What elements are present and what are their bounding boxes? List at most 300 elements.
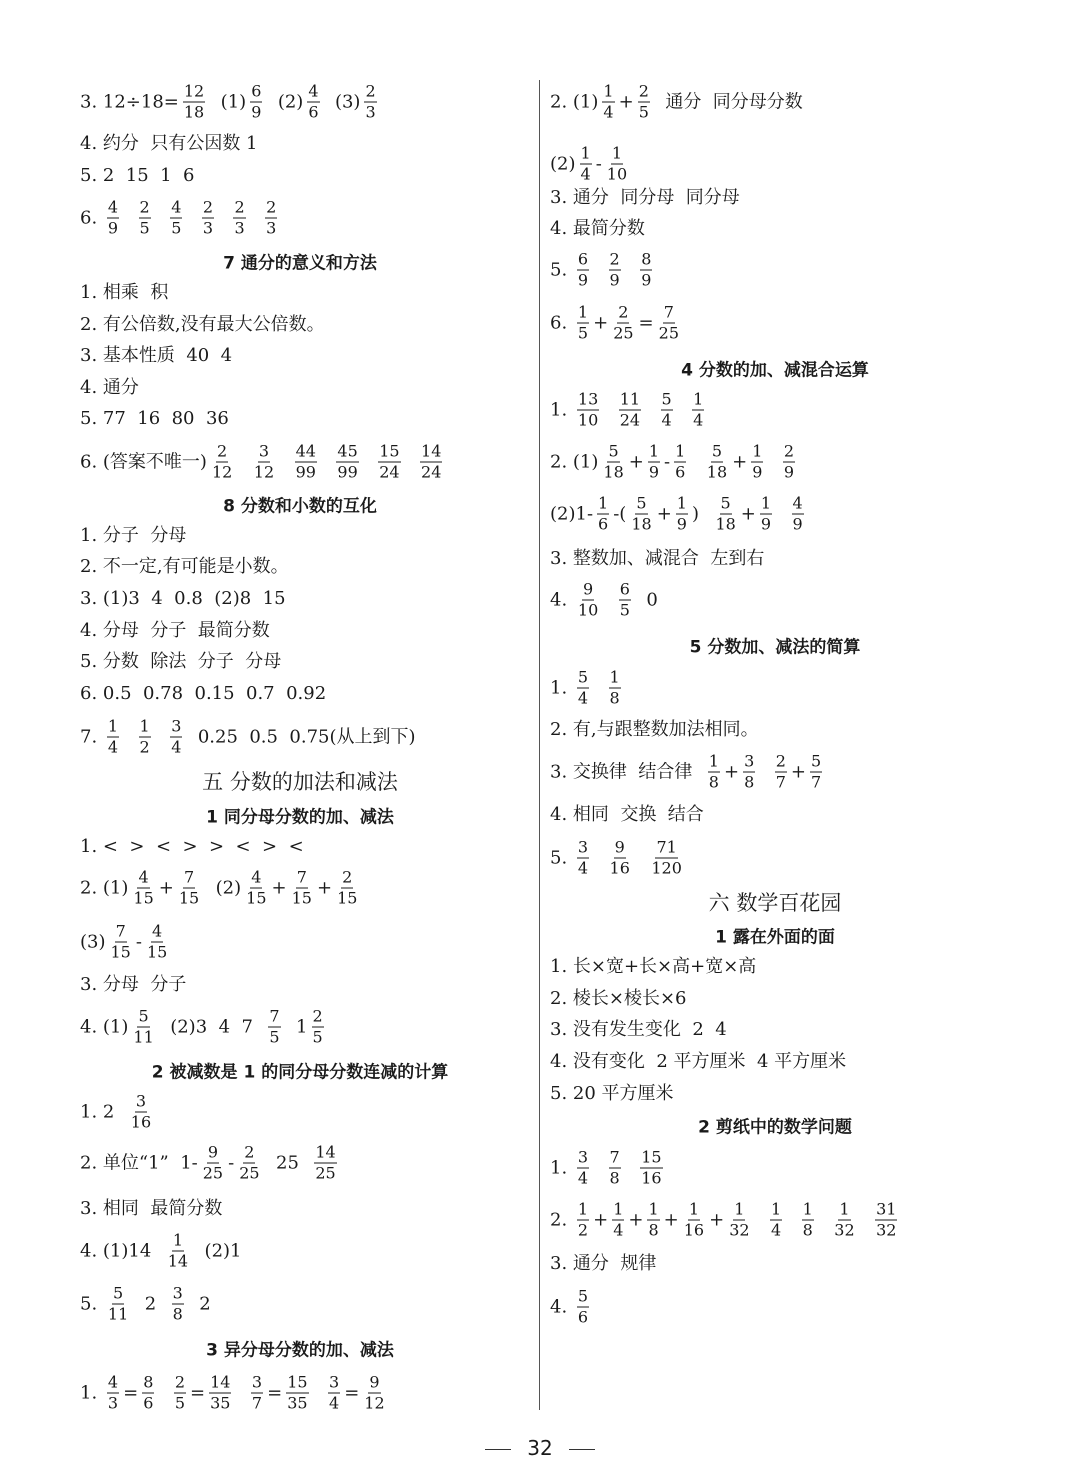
numerator: 2 [365,81,376,101]
text-segment [155,206,166,230]
denominator: 35 [287,1393,308,1413]
denominator: 18 [631,514,652,534]
text-segment: 2. 不一定,有可能是小数。 [80,556,289,577]
text-segment: + [656,503,672,524]
numerator: 44 [295,441,316,461]
answer-7 [80,716,416,757]
fraction [609,1147,621,1188]
answer-3 [80,587,286,611]
denominator: 16 [609,858,630,878]
denominator: 16 [641,1168,662,1188]
denominator: 15 [133,888,154,908]
fraction [638,81,650,122]
text-segment: 3. 通分 同分母 同分母 [550,187,740,208]
fraction [577,837,589,878]
fraction [775,751,787,792]
answer-1 [80,1091,156,1132]
unit-5-heading: 五 分数的加法和减法 [202,770,398,794]
text-segment [313,1381,324,1405]
text-segment: 1. 2 [80,1101,126,1122]
fraction [378,441,400,482]
answer-5 [550,1082,674,1106]
denominator: 32 [729,1220,750,1240]
fraction [706,441,728,482]
fraction [658,302,680,343]
numerator: 3 [258,441,270,461]
answer-1 [550,955,756,979]
text-segment [625,1156,636,1180]
text-segment [218,206,229,230]
denominator: 12 [364,1393,385,1413]
denominator: 9 [792,514,803,534]
text-segment: 5. 2 15 1 6 [80,165,195,186]
denominator: 2 [577,1220,589,1240]
text-segment: 6. 0.5 0.78 0.15 0.7 0.92 [80,683,327,704]
text-segment: (3) [323,91,361,112]
text-segment: 4. [550,589,573,610]
text-segment: (2)1- [550,503,594,524]
section-4-heading: 4 分数的加、减混合运算 [681,360,869,381]
denominator: 6 [598,514,609,534]
fraction [577,579,599,620]
denominator: 4 [661,410,672,430]
column-divider [539,80,540,1410]
denominator: 5 [171,218,182,238]
text-segment: 3. 12÷18= [80,91,179,112]
answer-2 [550,1199,901,1240]
fraction [674,441,686,482]
text-segment [593,258,604,282]
text-segment: + [709,1209,725,1230]
denominator: 8 [609,688,620,708]
numerator: 5 [661,389,672,409]
answer-6 [80,682,326,706]
fraction [602,81,614,122]
numerator: 1 [693,389,704,409]
numerator: 5 [608,441,619,461]
numerator: 5 [720,493,731,513]
text-segment: 3. 通分 规律 [550,1253,657,1274]
answer-2 [80,1142,341,1183]
answer-5 [550,249,656,290]
denominator: 6 [308,102,319,122]
text-segment: 5. 20 平方厘米 [550,1083,674,1104]
text-segment [363,450,374,474]
fraction [245,867,267,908]
fraction [602,441,624,482]
numerator: 3 [744,751,755,771]
text-segment: 5. [550,259,573,280]
denominator: 16 [130,1112,152,1132]
answer-2-cont [550,493,808,534]
numerator: 1 [676,493,687,513]
text-segment: 6. [550,312,573,333]
fraction [307,81,319,122]
text-segment: 5. 77 16 80 36 [80,408,229,429]
denominator: 11 [133,1027,154,1047]
fraction [612,1199,624,1240]
denominator: 4 [771,1220,782,1240]
numerator: 2 [266,197,277,217]
numerator: 9 [614,837,625,857]
fraction [606,143,628,184]
text-segment: 4. 最简分数 [550,218,645,239]
text-segment: 2. 有公倍数,没有最大公倍数。 [80,314,325,335]
answer-3 [80,81,381,122]
numerator: 9 [582,579,594,599]
numerator: 2 [234,197,245,217]
denominator: 18 [183,102,205,122]
text-segment [186,206,197,230]
fraction [178,867,200,908]
text-segment: 2. (1) [550,451,599,472]
numerator: 7 [609,1147,620,1167]
denominator: 9 [641,270,652,290]
denominator: 4 [693,410,704,430]
numerator: 2 [312,1006,323,1026]
unit-6-heading: 六 数学百花园 [708,891,842,915]
numerator: 2 [638,81,649,101]
answer-3 [550,1018,727,1042]
fraction [683,1199,705,1240]
answer-4 [80,376,139,400]
fraction [132,867,154,908]
text-segment [250,206,261,230]
fraction [139,716,151,757]
denominator: 12 [211,462,233,482]
fraction [609,837,631,878]
answer-3 [80,344,232,368]
numerator: 5 [711,441,723,461]
text-segment [635,846,646,870]
denominator: 25 [315,1163,336,1183]
answer-5 [80,407,229,431]
fraction [139,197,151,238]
numerator: 8 [143,1372,154,1392]
fraction [265,197,277,238]
fraction [211,441,233,482]
fraction [420,441,442,482]
text-segment [593,676,604,700]
page-footer [0,1436,1080,1460]
numerator: 7 [296,867,307,887]
numerator: 1 [734,1199,745,1219]
fraction [286,1372,308,1413]
text-segment [285,1015,296,1039]
numerator: 1 [760,493,772,513]
text-segment: 1. 长×宽+长×高+宽×高 [550,956,757,977]
numerator: 14 [210,1372,231,1392]
fraction [577,1286,589,1327]
text-segment: 通分 同分母分数 [653,91,803,112]
denominator: 6 [675,462,686,482]
text-segment: 3. (1)3 4 0.8 (2)8 15 [80,588,286,609]
answer-2-cont [550,143,632,184]
numerator: 1 [139,716,150,736]
numerator: 3 [135,1091,147,1111]
fraction [170,716,182,757]
numerator: 7 [115,921,126,941]
denominator: 9 [783,462,795,482]
fraction [577,667,589,708]
numerator: 1 [603,81,614,101]
fraction [107,1372,119,1413]
numerator: 2 [202,197,214,217]
numerator: 1 [752,441,763,461]
denominator: 18 [715,514,736,534]
fraction [130,1091,152,1132]
answer-3 [80,1197,222,1221]
denominator: 3 [266,218,277,238]
text-segment: (1) [209,91,247,112]
section-8-heading: 8 分数和小数的互化 [223,496,377,517]
text-segment [677,398,688,422]
denominator: 4 [580,164,591,184]
fraction [597,493,609,534]
denominator: 9 [251,102,262,122]
numerator: 71 [656,837,677,857]
text-segment [860,1208,871,1232]
numerator: 31 [876,1199,897,1219]
text-segment [776,502,787,526]
numerator: 5 [577,667,589,687]
text-segment: + [740,503,756,524]
denominator: 25 [613,323,634,343]
numerator: 6 [251,81,262,101]
answer-2 [550,987,687,1011]
answer-2 [80,555,289,579]
fraction [580,143,592,184]
section-3-heading: 3 异分母分数的加、减法 [206,1340,394,1361]
fraction [107,1283,129,1324]
text-segment [786,1208,797,1232]
fraction [714,493,736,534]
denominator: 4 [603,102,614,122]
text-segment: (2) [550,153,576,174]
answer-1 [80,281,168,305]
denominator: 11 [107,1304,129,1324]
text-segment [690,450,701,474]
fraction [110,921,132,962]
text-segment: - [135,931,142,952]
text-segment: (2) [266,91,304,112]
fraction [363,1372,385,1413]
denominator: 9 [648,462,660,482]
fraction [142,1372,154,1413]
text-segment [235,1381,246,1405]
denominator: 4 [577,688,589,708]
answer-5 [80,1283,211,1324]
text-segment: = [123,1382,139,1403]
text-segment: + [732,451,748,472]
fraction [647,1199,659,1240]
numerator: 4 [171,197,182,217]
text-segment: 2 [187,1293,211,1314]
answer-4 [550,1286,593,1327]
numerator: 15 [641,1147,662,1167]
numerator: 9 [207,1142,218,1162]
text-segment [158,1381,169,1405]
answer-1 [550,667,625,708]
denominator: 8 [708,772,719,792]
text-segment: + [618,91,634,112]
denominator: 8 [172,1304,183,1324]
fraction [167,1230,189,1271]
answer-4 [550,803,704,827]
text-segment: 2. 棱长×棱长×6 [550,988,687,1009]
numerator: 1 [839,1199,850,1219]
numerator: 4 [152,921,163,941]
numerator: 5 [636,493,647,513]
denominator: 10 [577,410,599,430]
denominator: 3 [202,218,214,238]
answer-4 [80,1230,242,1271]
numerator: 1 [580,143,591,163]
fraction [692,389,704,430]
fraction [253,441,275,482]
numerator: 1 [648,1199,659,1219]
numerator: 45 [337,441,358,461]
denominator: 18 [706,462,728,482]
section-1-heading: 1 同分母分数的加、减法 [206,807,394,828]
numerator: 5 [577,1286,589,1306]
fraction [183,81,205,122]
text-segment: - [595,153,602,174]
denominator: 4 [107,737,119,757]
denominator: 4 [171,737,182,757]
text-segment: 1. < > < > > < > < [80,836,304,857]
answer-5 [80,650,281,674]
text-segment: 2. (1) [550,91,599,112]
fraction [312,1006,324,1047]
text-segment: 7. [80,726,103,747]
denominator: 9 [760,514,772,534]
text-segment: 6. [80,207,103,228]
text-segment: 4. 没有变化 2 平方厘米 4 平方厘米 [550,1051,847,1072]
denominator: 3 [234,218,245,238]
denominator: 99 [295,462,316,482]
answer-4 [550,579,658,620]
fraction [783,441,795,482]
text-segment: + [593,312,609,333]
answer-2 [80,867,362,908]
text-segment [767,450,778,474]
denominator: 32 [834,1220,855,1240]
fraction [336,441,358,482]
fraction [251,1372,263,1413]
denominator: 7 [775,772,786,792]
fraction [577,302,589,343]
denominator: 3 [107,1393,119,1413]
answer-2 [550,441,799,482]
text-segment [123,206,134,230]
fraction [612,302,634,343]
numerator: 5 [811,751,822,771]
numerator: 4 [107,1372,119,1392]
numerator: 1 [611,143,623,163]
fraction [314,1142,336,1183]
text-segment: 2. [550,1209,573,1230]
numerator: 13 [577,389,599,409]
denominator: 24 [421,462,442,482]
denominator: 15 [246,888,267,908]
fraction [743,751,755,792]
text-segment: = [638,312,654,333]
answer-6 [80,441,446,482]
numerator: 3 [171,716,182,736]
denominator: 10 [577,600,599,620]
denominator: 25 [202,1163,224,1183]
text-segment [755,1208,766,1232]
fraction [619,579,631,620]
numerator: 12 [183,81,205,101]
numerator: 5 [112,1283,124,1303]
numerator: 2 [244,1142,255,1162]
text-segment: 5. 分数 除法 分子 分母 [80,651,282,672]
fraction [268,1006,280,1047]
denominator: 2 [139,737,150,757]
fraction [202,1142,224,1183]
numerator: 1 [598,493,609,513]
answer-4 [550,217,645,241]
denominator: 5 [139,218,150,238]
answer-1 [550,389,708,430]
fraction [648,441,660,482]
answer-3 [550,1252,656,1276]
text-segment: 1. [550,677,573,698]
text-segment: 1. [550,1157,573,1178]
numerator: 1 [708,751,719,771]
text-segment: + [790,761,806,782]
numerator: 1 [577,302,589,322]
denominator: 4 [329,1393,340,1413]
text-segment: + [316,877,333,898]
text-segment [593,846,604,870]
denominator: 12 [253,462,275,482]
numerator: 14 [421,441,442,461]
fraction [577,249,589,290]
denominator: 3 [365,102,376,122]
section-5-heading: 5 分数加、减法的简算 [689,637,861,658]
text-segment: 5. [550,847,573,868]
fraction [728,1199,750,1240]
footer-dash-right [569,1449,595,1450]
answer-3 [550,186,740,210]
denominator: 4 [577,858,589,878]
text-segment: - [664,451,671,472]
denominator: 5 [174,1393,186,1413]
fraction [810,751,822,792]
answer-4 [80,132,258,156]
fraction [770,1199,782,1240]
text-segment: = [267,1382,283,1403]
fraction [833,1199,855,1240]
fraction [609,667,621,708]
fraction [250,81,262,122]
denominator: 8 [609,1168,620,1188]
denominator: 35 [210,1393,231,1413]
fraction [661,389,673,430]
text-segment: 2. 有,与跟整数加法相同。 [550,719,759,740]
numerator: 2 [174,1372,186,1392]
answer-3 [80,973,186,997]
denominator: 9 [676,514,687,534]
mixed-number [296,1006,328,1047]
text-segment: - [228,1152,235,1173]
text-segment: 4. [550,1296,573,1317]
text-segment [237,450,248,474]
text-segment [625,258,636,282]
